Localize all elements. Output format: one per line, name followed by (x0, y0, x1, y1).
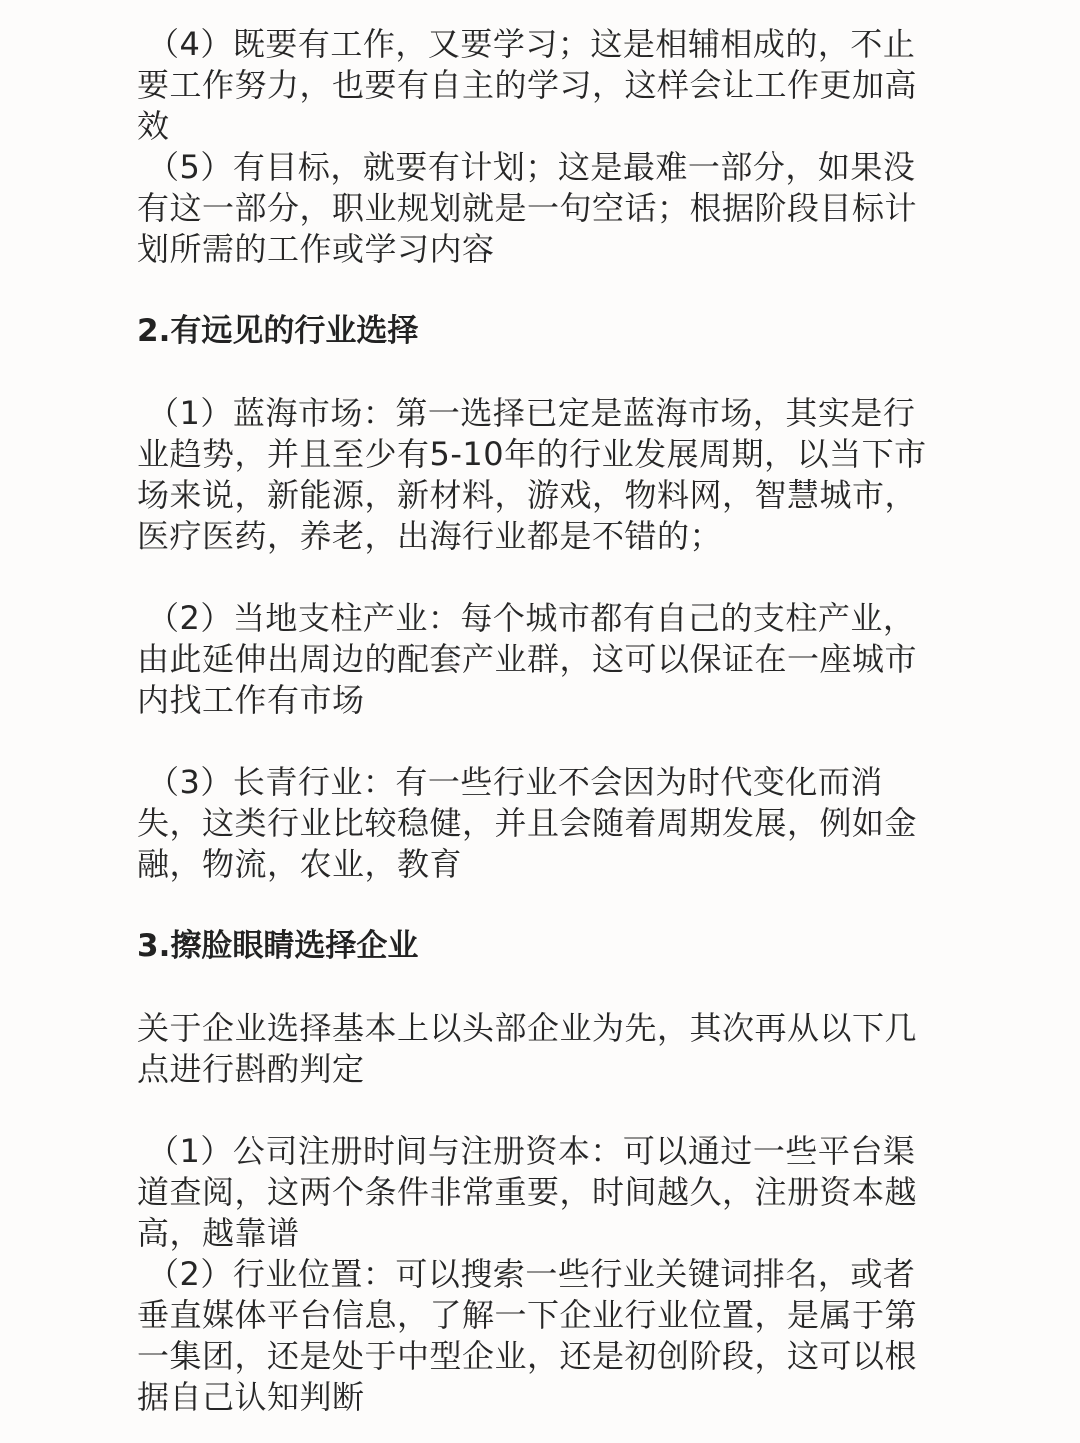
section3-heading: 3.擦脸眼睛选择企业 (137, 928, 419, 964)
section3-item-1: （1）公司注册时间与注册资本：可以通过一些平台渠道查阅，这两个条件非常重要，时间越久，注册资本越高，越靠谱 (137, 1132, 918, 1252)
section2-heading: 2.有远见的行业选择 (137, 313, 419, 349)
section2-item-1-text: （1）蓝海市场：第一选择已定是蓝海市场，其实是行业趋势，并且至少有5-10年的行业发展周期，以当下市场来说，新能源，新材料，游戏，物料网，智慧城市，医疗医药，养老，出海行业都是不错的； (137, 394, 927, 555)
section1-item-4: （4）既要有工作，又要学习；这是相辅相成的，不止要工作努力，也要有自主的学习，这样会让工作更加高效 (137, 25, 918, 145)
article-body (137, 24, 947, 1418)
section3-item-2: （2）行业位置：可以搜索一些行业关键词排名，或者垂直媒体平台信息，了解一下企业行业位置，是属于第一集团，还是处于中型企业，还是初创阶段，这可以根据自己认知判断 (137, 1255, 918, 1416)
section2-item-2-text: （2）当地支柱产业：每个城市都有自己的支柱产业，由此延伸出周边的配套产业群，这可以保证在一座城市内找工作有市场 (137, 599, 918, 719)
section2-item-3 (137, 762, 947, 885)
spacer (137, 967, 947, 1008)
section1-item-5: （5）有目标，就要有计划；这是最难一部分，如果没有这一部分，职业规划就是一句空话；根据阶段目标计划所需的工作或学习内容 (137, 148, 918, 268)
section3-items (137, 1131, 947, 1418)
spacer (137, 721, 947, 762)
section2-item-1 (137, 393, 947, 557)
section1-paragraph (137, 24, 947, 270)
spacer (137, 352, 947, 393)
section2-item-2 (137, 598, 947, 721)
section3-intro-text: 关于企业选择基本上以头部企业为先，其次再从以下几点进行斟酌判定 (137, 1009, 918, 1088)
spacer (137, 885, 947, 926)
section2-item-3-text: （3）长青行业：有一些行业不会因为时代变化而消失，这类行业比较稳健，并且会随着周期发展，例如金融，物流，农业，教育 (137, 763, 918, 883)
spacer (137, 1090, 947, 1131)
spacer (137, 557, 947, 598)
section3-intro (137, 1008, 947, 1090)
spacer (137, 270, 947, 311)
